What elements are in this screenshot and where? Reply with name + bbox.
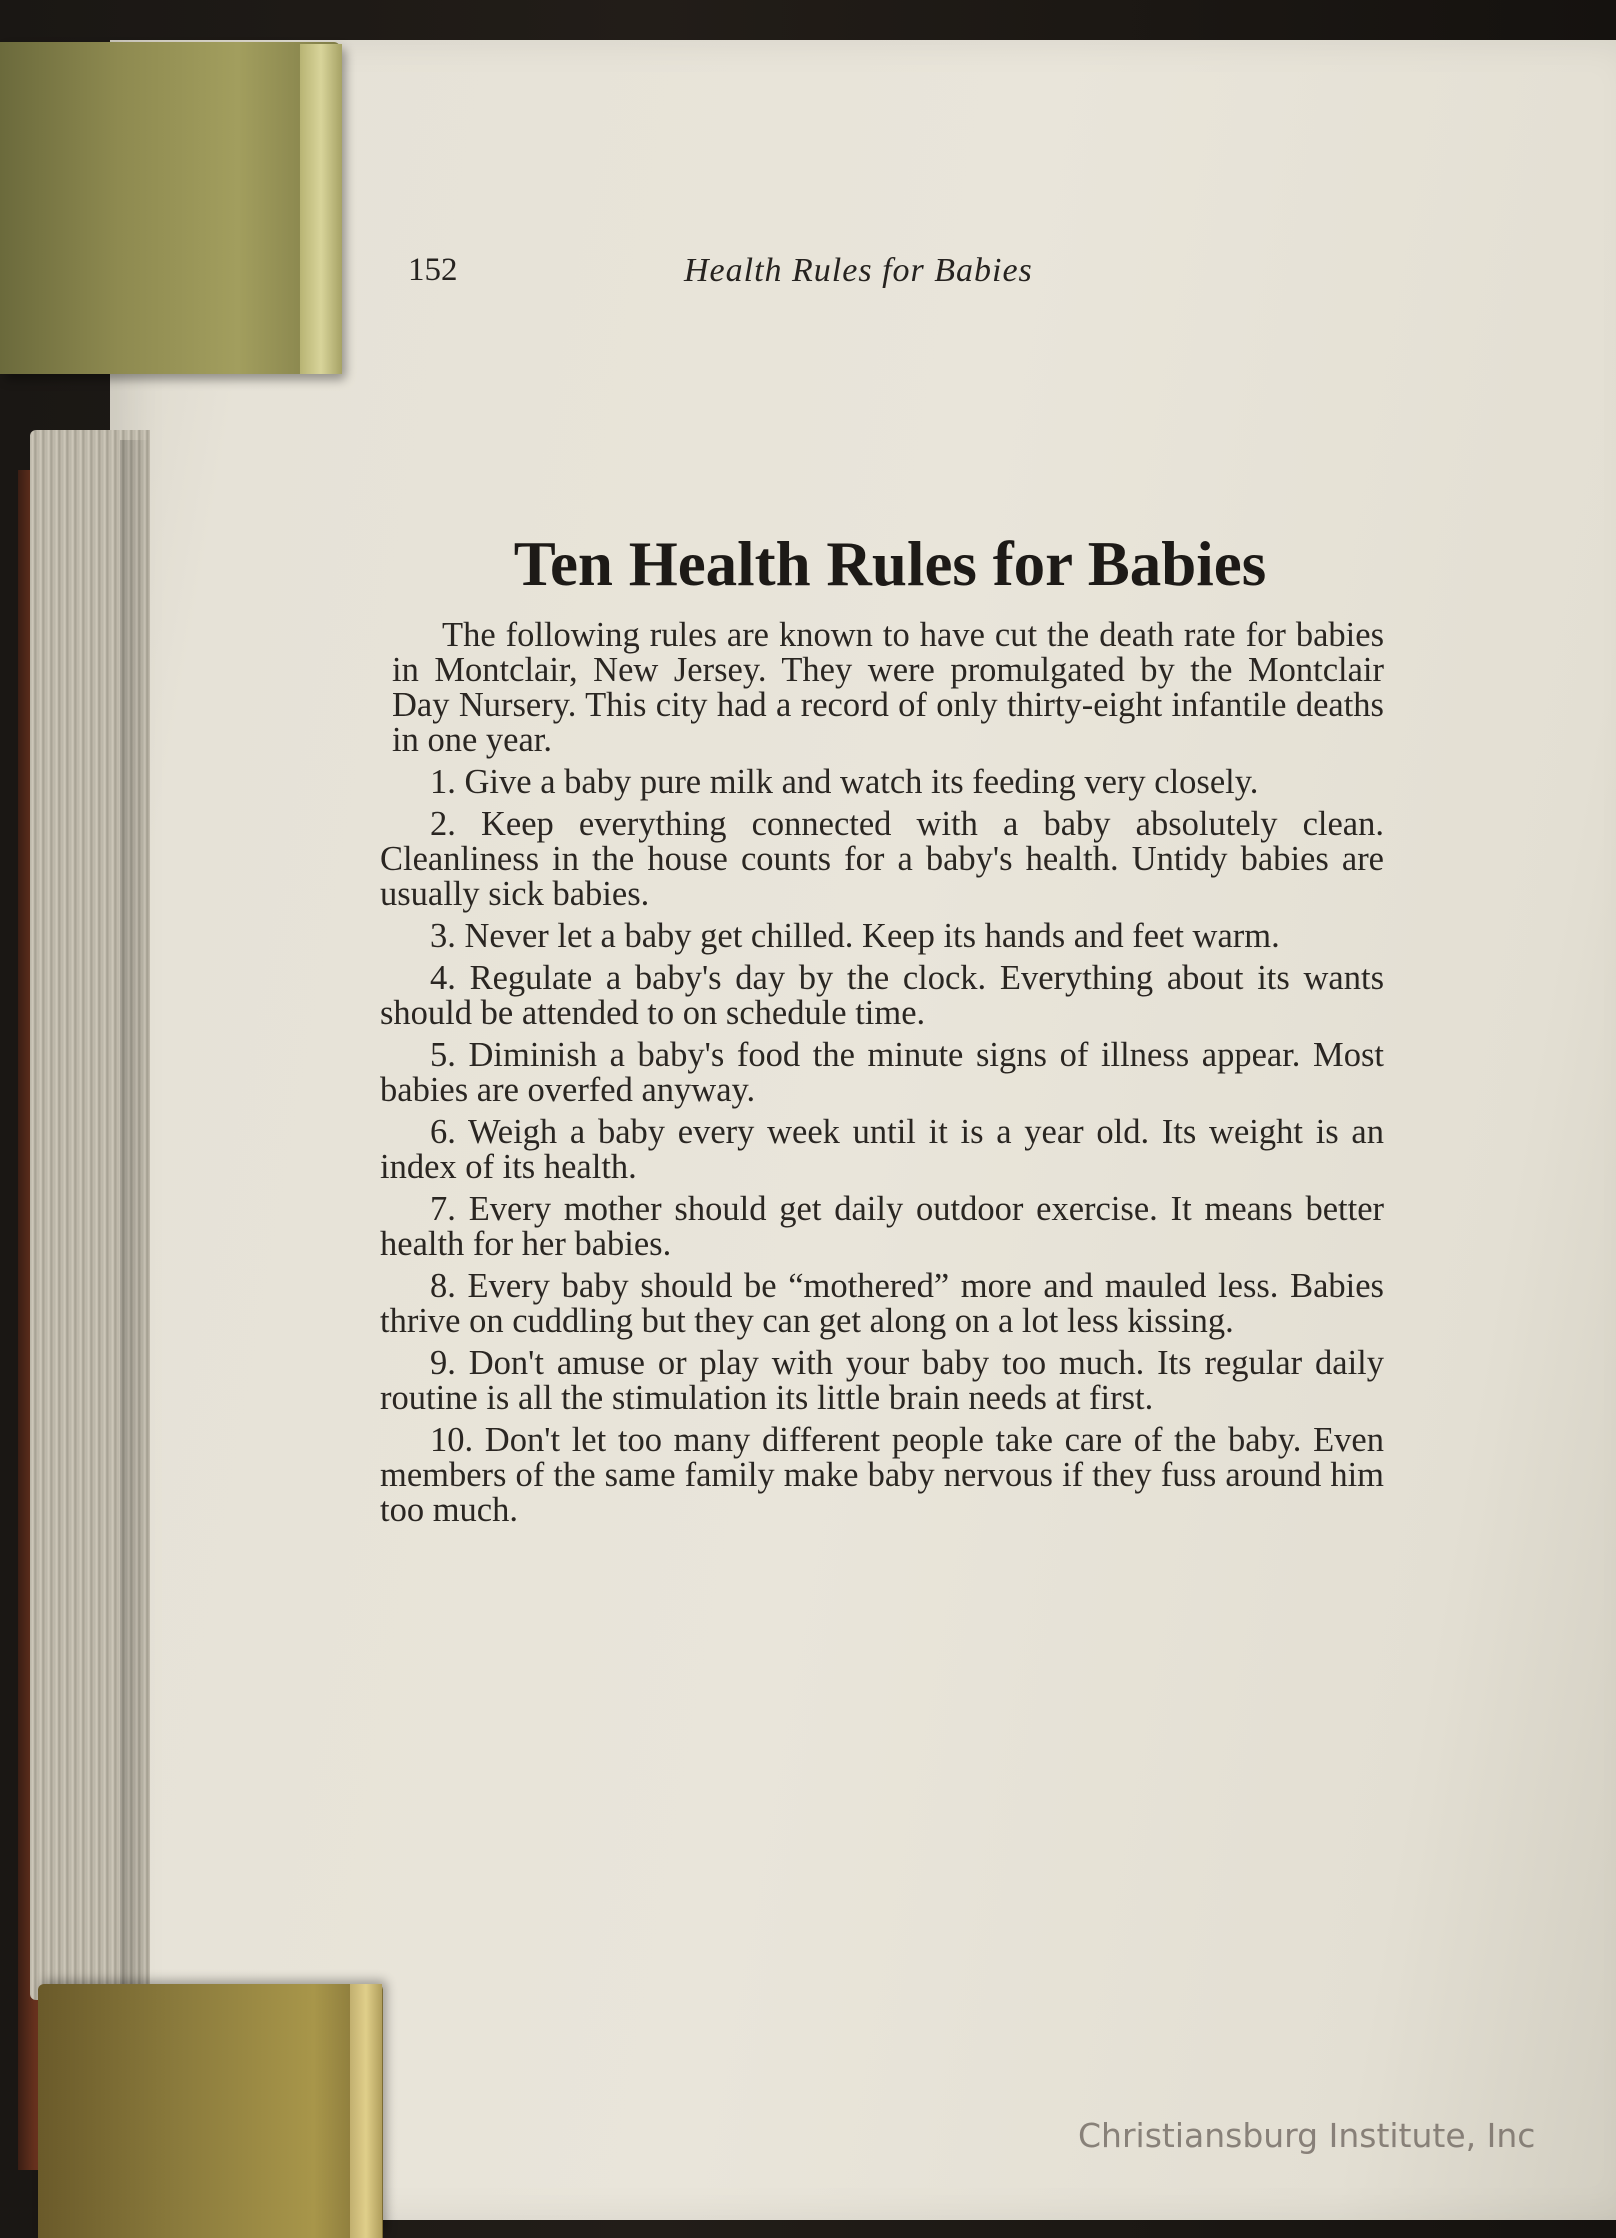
bottom-page-clip-edge [350, 1984, 382, 2238]
rule-item: 6. Weigh a baby every week until it is a year old. Its weight is an index of its health. [380, 1113, 1384, 1186]
article-title: Ten Health Rules for Babies [513, 529, 1267, 599]
rule-item: 4. Regulate a baby's day by the clock. Everything about its wants should be attended to on schedule time. [380, 959, 1384, 1032]
top-page-clip [0, 42, 340, 374]
page-gutter-shadow [120, 440, 150, 2000]
rule-item: 5. Diminish a baby's food the minute signs of illness appear. Most babies are overfed anyway. [380, 1036, 1384, 1109]
rule-item: 8. Every baby should be “mothered” more and mauled less. Babies thrive on cuddling but they can get along on a lot less kissing. [380, 1267, 1384, 1340]
page-number: 152 [408, 252, 458, 288]
rule-item: 9. Don't amuse or play with your baby too much. Its regular daily routine is all the stimulation its little brain needs at first. [380, 1344, 1384, 1417]
rule-item: 3. Never let a baby get chilled. Keep its hands and feet warm. [430, 917, 1280, 955]
rule-item: 1. Give a baby pure milk and watch its feeding very closely. [430, 763, 1259, 801]
rule-item: 10. Don't let too many different people take care of the baby. Even members of the same family make baby nervous if they fuss around him too much. [380, 1421, 1384, 1529]
watermark-credit: Christiansburg Institute, Inc [1078, 2116, 1536, 2155]
intro-paragraph: The following rules are known to have cut the death rate for babies in Montclair, New Jersey. They were promulgated by the Montclair Day Nursery. This city had a record of only thirty-eight infantile deaths in one year. [392, 616, 1384, 759]
rule-item: 7. Every mother should get daily outdoor exercise. It means better health for her babies. [380, 1190, 1384, 1263]
running-title: Health Rules for Babies [684, 252, 1033, 289]
running-head [408, 252, 1408, 296]
bottom-page-clip [38, 1984, 383, 2238]
top-page-clip-edge [300, 44, 342, 374]
article-body [380, 618, 1384, 1535]
rule-item: 2. Keep everything connected with a baby absolutely clean. Cleanliness in the house counts for a baby's health. Untidy babies are usually sick babies. [380, 805, 1384, 913]
